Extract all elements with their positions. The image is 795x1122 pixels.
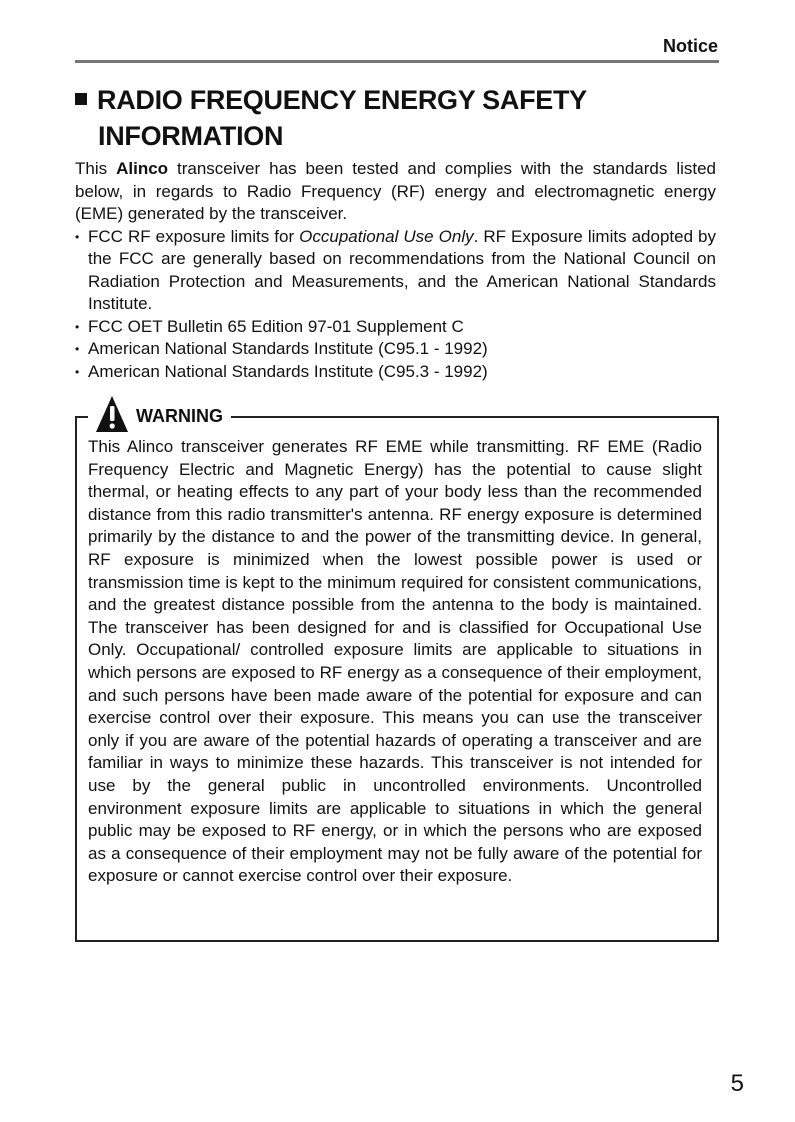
intro-section bbox=[75, 158, 716, 383]
intro-rest: transceiver has been tested and complies with the standards listed below, in regards to Radio Frequency (RF) energy and electromagnetic energy (EME) generated by the transceiver. bbox=[75, 159, 717, 223]
warning-triangle-icon bbox=[94, 394, 130, 434]
list-item-text: . RF Exposure limits adopted by the FCC are generally based on recommendations from the National Council on Radiation Protection and Measurements, and the American National Standards Institute. bbox=[88, 226, 716, 313]
warning-body: This Alinco transceiver generates RF EME while transmitting. RF EME (Radio Frequency Electric and Magnetic Energy) has the potential to cause slight thermal, or heating effects to any part of your body less than the recommended distance from this radio transmitter's antenna. RF energy exposure is determined primarily by the distance to and the power of the transmitting device. In general, RF exposure is minimized when the lowest possible power is used or transmission time is kept to the minimum required for consistent communications, and the greatest distance possible from the antenna to the body is maintained. The transceiver has been designed for and is classified for Occupational Use Only. Occupational/ controlled exposure limits are applicable to situations in which persons are exposed to RF energy as a consequence of their employment, and such persons have been made aware of the potential for exposure and can exercise control over their exposure. This means you can use the transceiver only if you are aware of the potential hazards of operating a transceiver and are familiar in ways to minimize these hazards. This transceiver is not intended for use by the general public in uncontrolled environments. Uncontrolled environment exposure limits are applicable to situations in which the general public may be exposed to RF energy, or in which the persons who are exposed as a consequence of their employment may not be fully aware of the potential for exposure or cannot exercise control over their exposure. bbox=[88, 437, 702, 886]
list-item-text: FCC RF exposure limits for bbox=[88, 226, 300, 246]
page-number: 5 bbox=[730, 1070, 744, 1097]
list-item: • American National Standards Institute (C95.1 - 1992) bbox=[75, 338, 716, 361]
title-text-1: RADIO FREQUENCY ENERGY SAFETY bbox=[97, 85, 587, 115]
intro-lead: This bbox=[75, 159, 117, 178]
section-title bbox=[75, 82, 719, 154]
warning-label: WARNING bbox=[136, 405, 223, 426]
list-item: • American National Standards Institute (C95.3 - 1992) bbox=[75, 361, 716, 384]
title-line-2: INFORMATION bbox=[98, 121, 284, 151]
square-bullet-icon bbox=[75, 93, 87, 105]
intro-paragraph bbox=[75, 158, 716, 226]
list-item: • FCC OET Bulletin 65 Edition 97-01 Supplement C bbox=[75, 316, 716, 339]
section-header-notice: Notice bbox=[662, 36, 718, 56]
title-line-1 bbox=[75, 82, 719, 118]
brand-name: Alinco bbox=[116, 159, 169, 178]
standards-list bbox=[75, 226, 716, 384]
warning-header bbox=[88, 392, 231, 436]
header-divider bbox=[75, 60, 719, 63]
list-item bbox=[75, 226, 716, 316]
list-item-emphasis: Occupational Use Only bbox=[299, 226, 474, 246]
